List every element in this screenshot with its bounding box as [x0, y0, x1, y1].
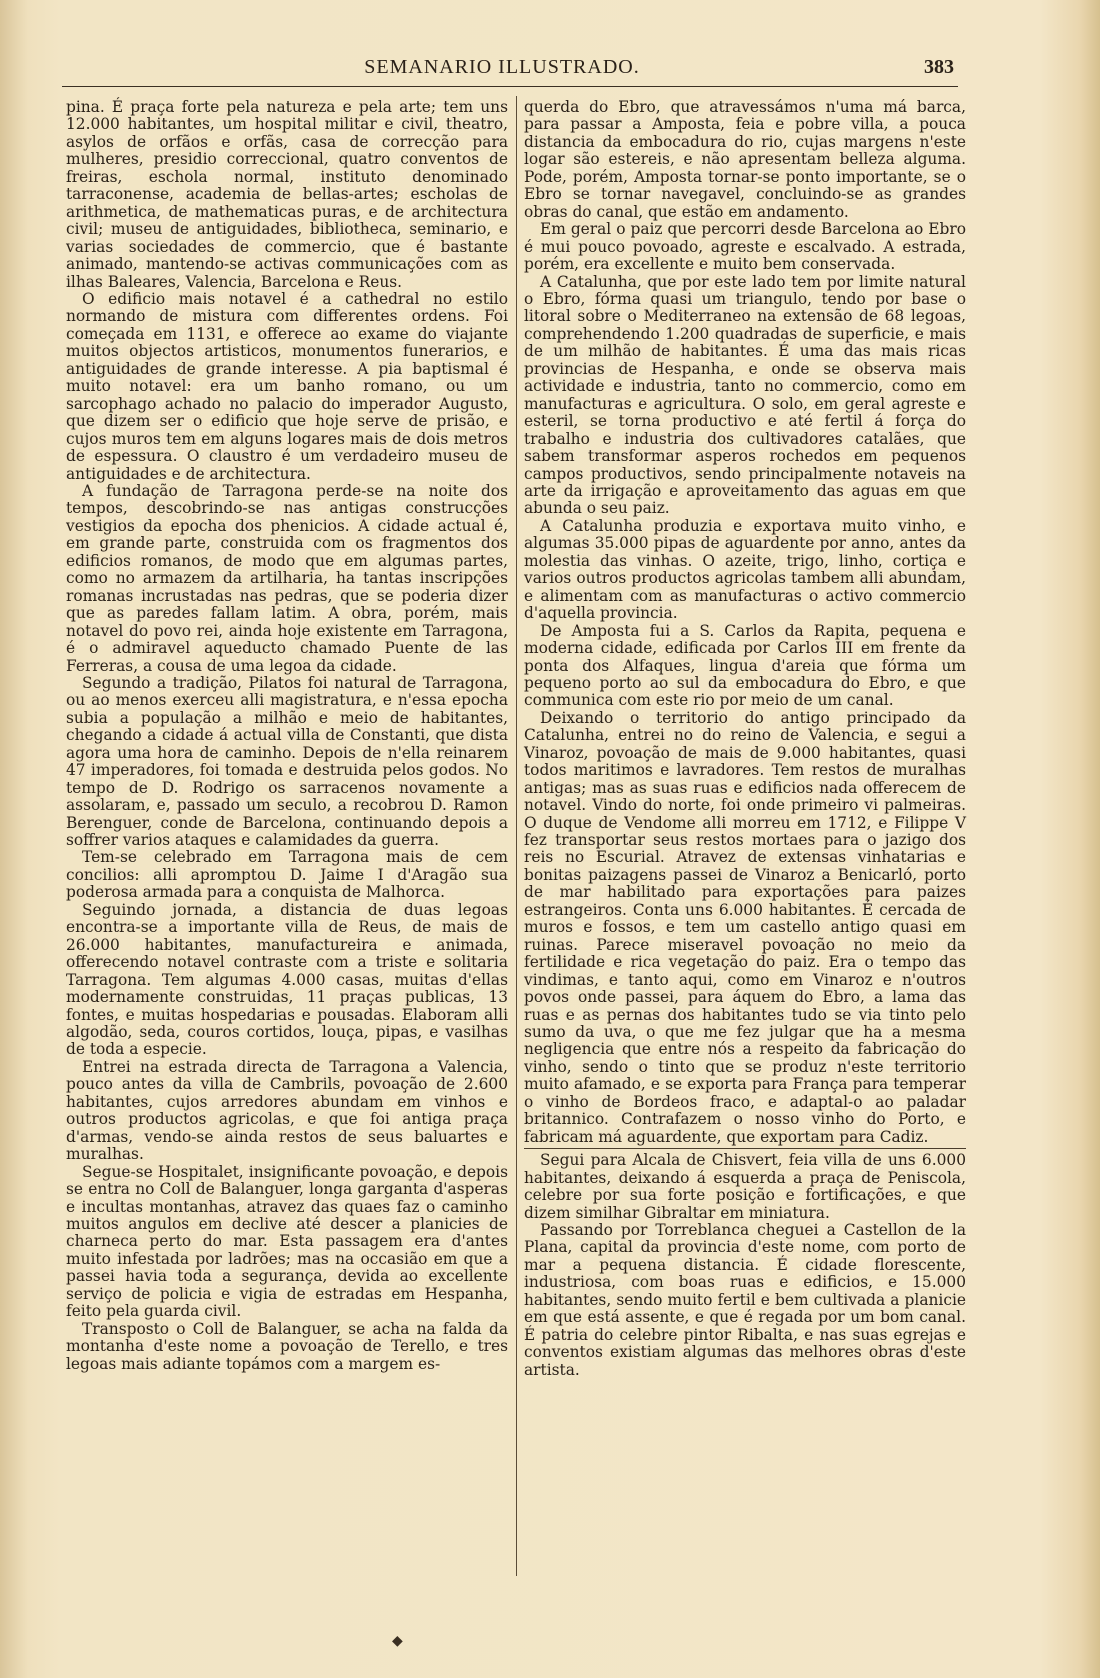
column-divider [516, 96, 517, 1576]
paragraph: Segue-se Hospitalet, insignificante povoação, e depois se entra no Coll de Balanguer, longa garganta d'asperas e incultas montanhas, atravez das quaes faz o caminho muitos angulos em declive até descer a planicies de charneca perto do mar. Esta passagem era d'antes muito infestada por ladrões; mas na occasião em que a passei havia toda a segurança, devida ao excellente serviço de policia e vigia de estradas em Hespanha, feito pela guarda civil. [66, 1162, 508, 1321]
print-mark-icon: ◆ [392, 1633, 403, 1649]
paragraph: Segui para Alcala de Chisvert, feia villa de uns 6.000 habitantes, deixando á esquerda a praça de Peniscola, celebre por sua forte posição e fortificações, e que dizem similhar Gibraltar em miniatura. [524, 1151, 966, 1222]
paragraph: A Catalunha produzia e exportava muito vinho, e algumas 35.000 pipas de aguardente por anno, antes da molestia das vinhas. O azeite, trigo, linho, cortiça e varios outros productos agricolas tambem alli abundam, e alimentam com as manufacturas o activo commercio d'aquella provincia. [524, 516, 966, 623]
paragraph: Deixando o territorio do antigo principado da Catalunha, entrei no do reino de Valencia, e segui a Vinaroz, povoação de mais de 9.000 habitantes, quasi todos maritimos e lavradores. Tem restos de muralhas antigas; mas as suas ruas e edificios nada offerecem de notavel. Vindo do norte, foi onde primeiro vi palmeiras. O duque de Vendome alli morreu em 1712, e Filippe V fez transportar seus restos mortaes para o jazigo dos reis no Escurial. Atravez de extensas vinhatarias e bonitas paizagens passei de Vinaroz a Benicarló, porto de mar habilitado para exportações para paizes estrangeiros. Conta uns 6.000 habitantes. É cercada de muros e fossos, e tem um castello antigo quasi em ruinas. Parece miseravel povoação no meio da fertilidade e rica vegetação do paiz. Era o tempo das vindimas, e tanto aqui, como em Vinaroz e n'outros povos onde passei, para áquem do Ebro, a lama das ruas e as pernas dos habitantes tudo se via tinto pelo sumo da uva, o que me fez julgar que ha a mesma negligencia que entre nós a respeito da fabricação do vinho, sendo o tinto que se produz n'este territorio muito afamado, e se exporta para França para temperar o vinho de Bordeos fraco, e adaptal-o ao paladar britannico. Contrafazem o nosso vinho do Porto, e fabricam má aguardente, que exportam para Cadiz. [524, 710, 966, 1149]
page-header [64, 56, 954, 86]
paragraph: A fundação de Tarragona perde-se na noite dos tempos, descobrindo-se nas antigas construcções vestigios da epocha dos phenicios. A cidade actual é, em grande parte, construida com os fragmentos dos edificios romanos, de modo que em algumas partes, como no armazem da artilharia, ha tantas inscripções romanas incrustadas nas pedras, que se poderia dizer que as paredes fallam latim. A obra, porém, mais notavel do povo rei, ainda hoje existente em Tarragona, é o admiravel aqueducto chamado Puente de las Ferreras, a cousa de uma legoa da cidade. [66, 481, 508, 675]
paragraph: De Amposta fui a S. Carlos da Rapita, pequena e moderna cidade, edificada por Carlos III em frente da ponta dos Alfaques, lingua d'areia que fórma um pequeno porto ao sul da embocadura do Ebro, e que communica com este rio por meio de um canal. [524, 621, 966, 710]
paragraph: Entrei na estrada directa de Tarragona a Valencia, pouco antes da villa de Cambrils, povoação de 2.600 habitantes, cujos arredores abundam em vinhos e outros productos agricolas, e que foi antiga praça d'armas, vendo-se ainda restos de seus baluartes e muralhas. [66, 1057, 508, 1164]
paragraph: A Catalunha, que por este lado tem por limite natural o Ebro, fórma quasi um triangulo, tendo por base o litoral sobre o Mediterraneo na extensão de 68 legoas, comprehendendo 1.200 quadradas de superficie, e mais de um milhão de habitantes. É uma das mais ricas provincias de Hespanha, e onde se observa mais actividade e industria, tanto no commercio, como em manufacturas e agricultura. O solo, em geral agreste e esteril, se torna productivo e até fertil á força do trabalho e industria dos cultivadores catalães, que sabem transformar asperos rochedos em pequenos campos productivos, sendo principalmente notaveis na arte da irrigação e aproveitamento das aguas em que abunda o seu paiz. [524, 272, 966, 518]
paragraph: Passando por Torreblanca cheguei a Castellon de la Plana, capital da provincia d'este nome, com porto de mar a pequena distancia. É cidade florescente, industriosa, com boas ruas e edificios, e 15.000 habitantes, sendo muito fertil e bem cultivada a planicie em que está assente, e que é regada por um bom canal. É patria do celebre pintor Ribalta, e nas suas egrejas e conventos existiam algumas das melhores obras d'este artista. [524, 1221, 966, 1379]
paragraph: Transposto o Coll de Balanguer, se acha na falda da montanha d'este nome a povoação de Terello, e tres legoas mais adiante topámos com a margem es- [66, 1319, 508, 1373]
paragraph: Tem-se celebrado em Tarragona mais de cem concilios: alli apromptou D. Jaime I d'Aragão sua poderosa armada para a conquista de Malhorca. [66, 848, 508, 902]
paragraph: O edificio mais notavel é a cathedral no estilo normando de mistura com differentes ordens. Foi começada em 1131, e offerece ao exame do viajante muitos objectos artisticos, monumentos funerarios, e antiguidades de grande interesse. A pia baptismal é muito notavel: era um banho romano, ou um sarcophago achado no palacio do imperador Augusto, que dizem ser o edificio que hoje serve de prisão, e cujos muros tem em alguns logares mais de dois metros de espessura. O claustro é um verdadeiro museu de antiguidades e de architectura. [66, 289, 508, 483]
left-column [66, 99, 508, 1373]
paragraph: Seguindo jornada, a distancia de duas legoas encontra-se a importante villa de Reus, de mais de 26.000 habitantes, manufactureira e animada, offerecendo notavel contraste com a triste e solitaria Tarragona. Tem algumas 4.000 casas, muitas d'ellas modernamente construidas, 11 praças publicas, 13 fontes, e muitas hospedarias e pousadas. Elaboram alli algodão, seda, couros cortidos, louça, pipas, e vasilhas de toda a especie. [66, 900, 508, 1059]
page-number: 383 [924, 56, 954, 78]
paragraph: Segundo a tradição, Pilatos foi natural de Tarragona, ou ao menos exerceu alli magistratura, e n'essa epocha subia a população a milhão e meio de habitantes, chegando a cidade á actual villa de Constanti, que dista agora uma hora de caminho. Depois de n'ella reinarem 47 imperadores, foi tomada e destruida pelos godos. No tempo de D. Rodrigo os sarracenos novamente a assolaram, e, passado um seculo, a recobrou D. Ramon Berenguer, conde de Barcelona, continuando depois a soffrer varios ataques e calamidades da guerra. [66, 673, 508, 850]
paragraph: querda do Ebro, que atravessámos n'uma má barca, para passar a Amposta, feia e pobre villa, a pouca distancia da embocadura do rio, cujas margens n'este logar são estereis, e não apresentam belleza alguma. Pode, porém, Amposta tornar-se ponto importante, se o Ebro se tornar navegavel, concluindo-se as grandes obras do canal, que estão em andamento. [524, 98, 966, 221]
header-rule [62, 86, 958, 87]
paragraph: Em geral o paiz que percorri desde Barcelona ao Ebro é mui pouco povoado, agreste e escalvado. A estrada, porém, era excellente e muito bem conservada. [524, 220, 966, 274]
publication-title: SEMANARIO ILLUSTRADO. [364, 56, 640, 78]
paragraph: pina. É praça forte pela natureza e pela arte; tem uns 12.000 habitantes, um hospital militar e civil, theatro, asylos de orfãos e orfãs, casa de correcção para mulheres, presidio correccional, quatro conventos de freiras, eschola normal, instituto denominado tarraconense, academia de bellas-artes; escholas de arithmetica, de mathematicas puras, e de architectura civil; museu de antiguidades, bibliotheca, seminario, e varias sociedades de commercio, que é bastante animado, mantendo-se activas communicações com as ilhas Baleares, Valencia, Barcelona e Reus. [66, 98, 508, 291]
right-column [524, 99, 966, 1379]
